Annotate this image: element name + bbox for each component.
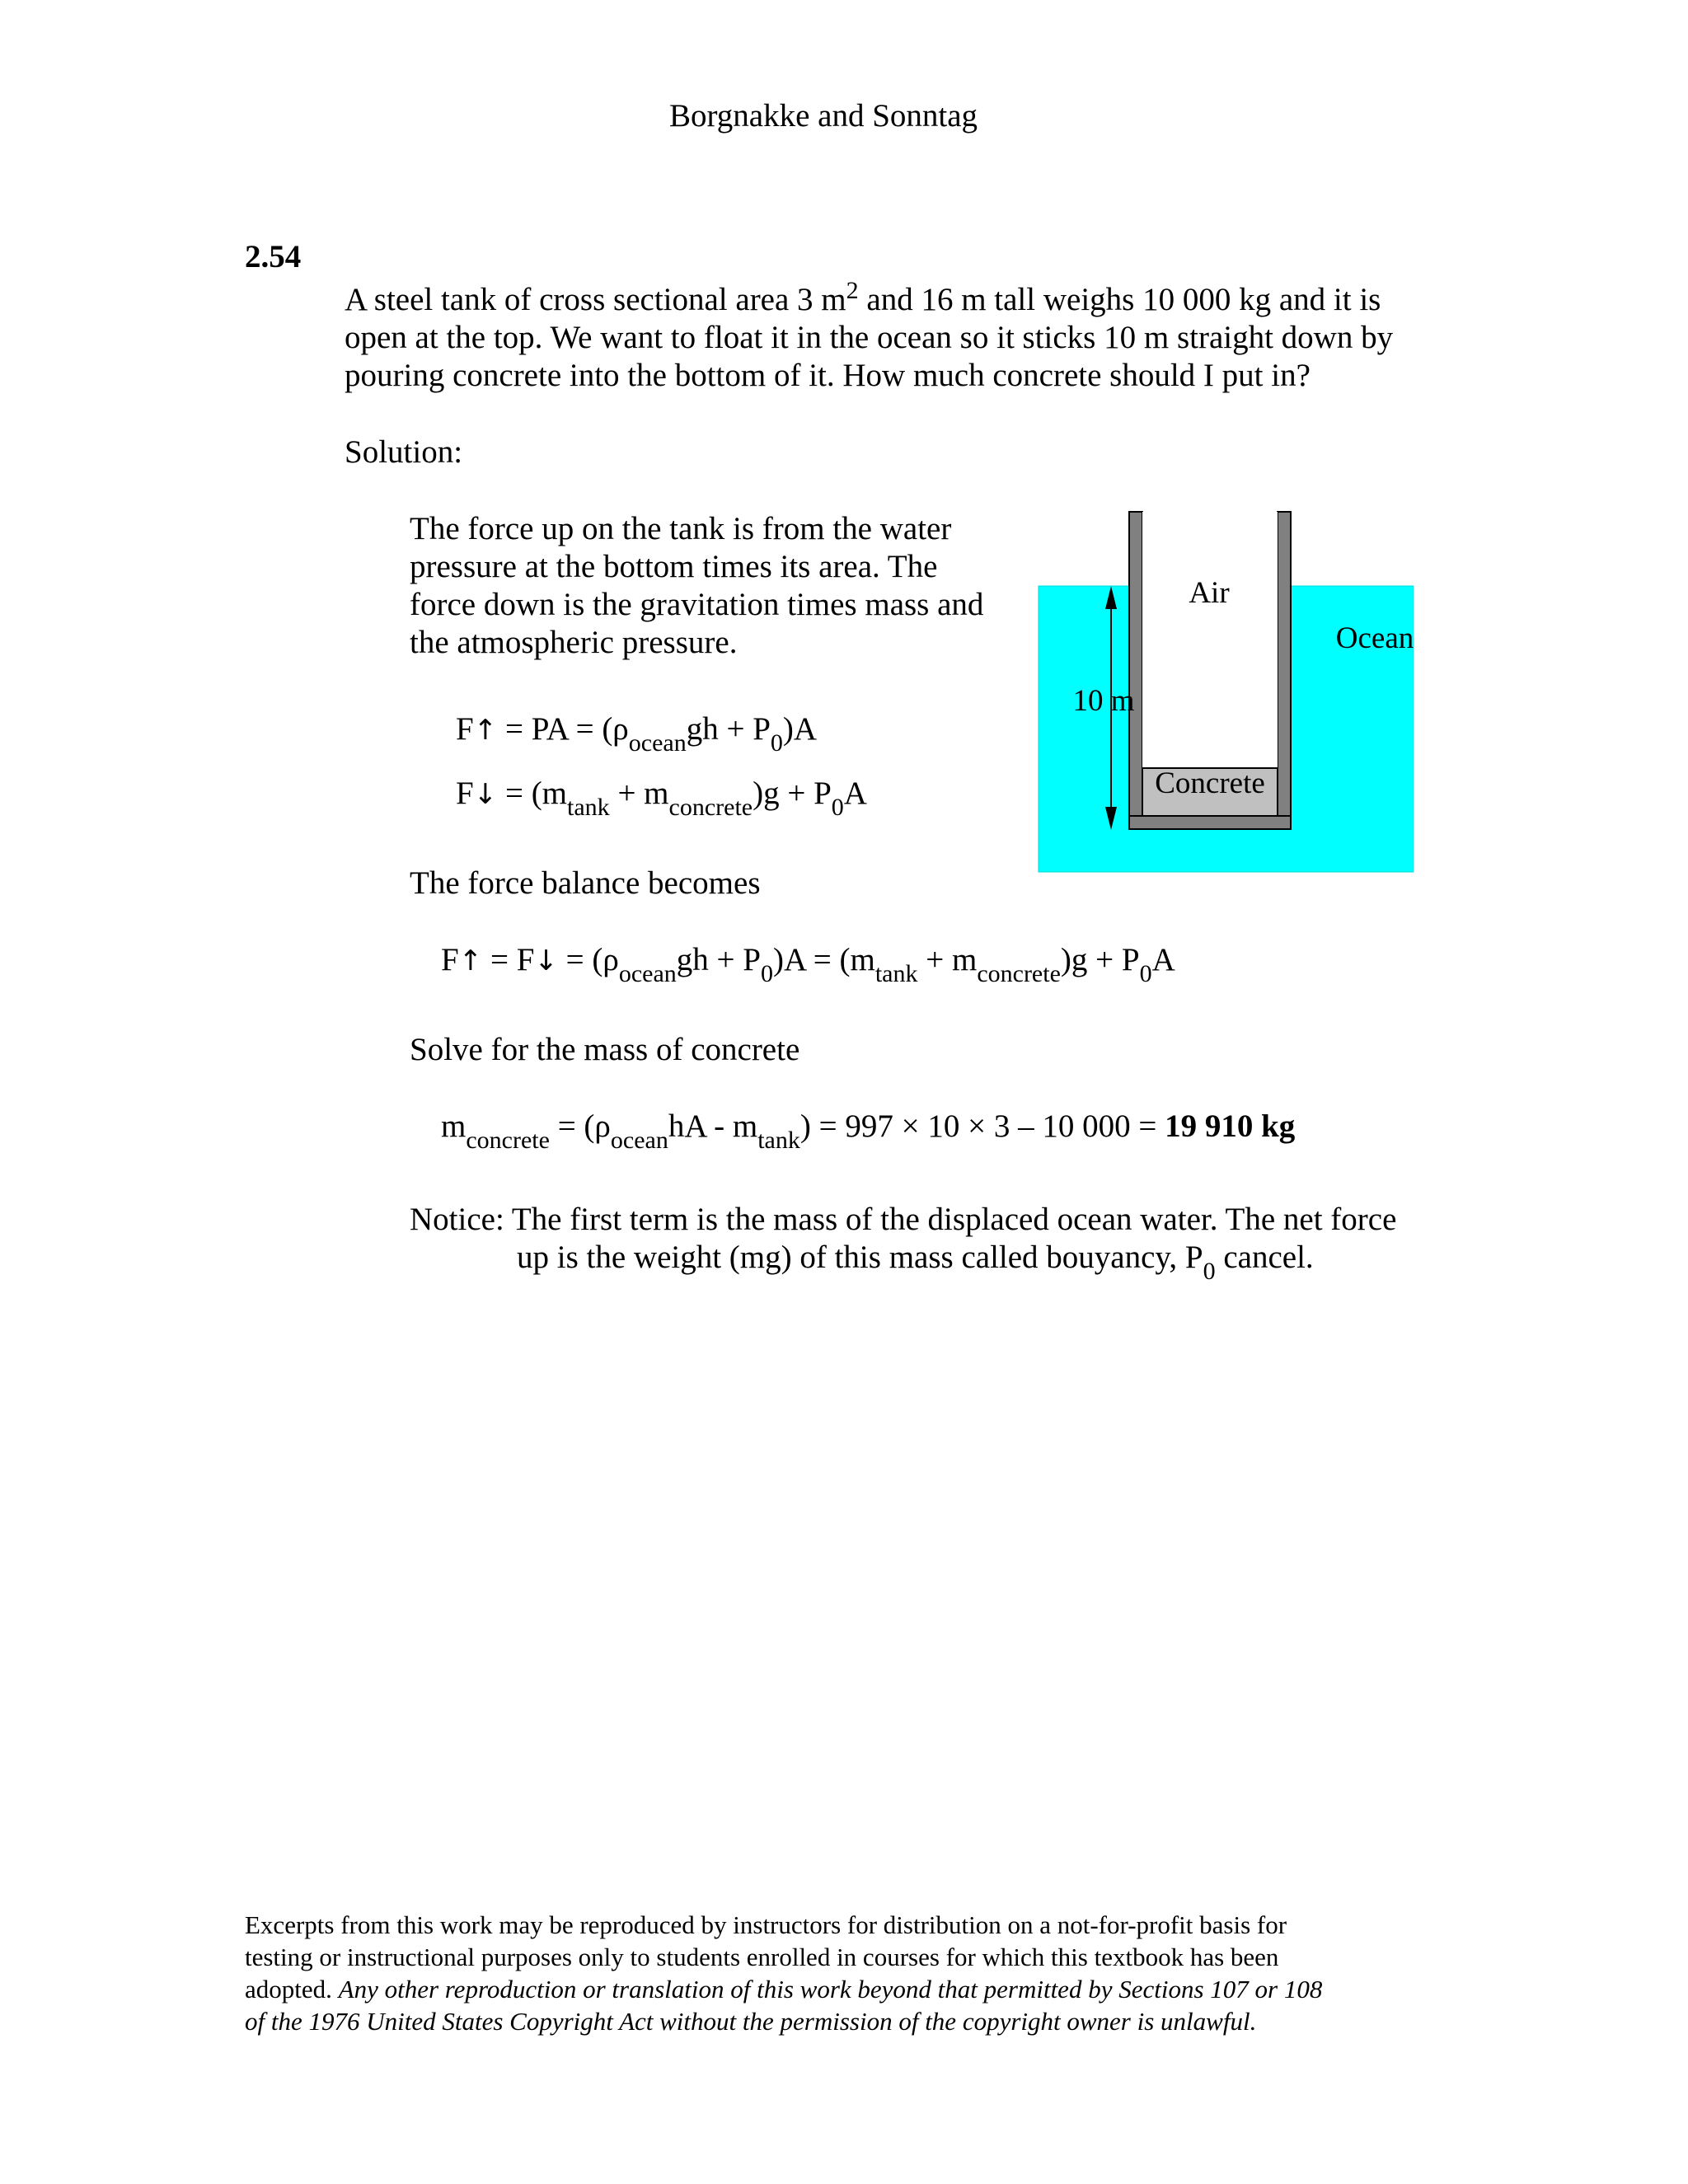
balance-label: The force balance becomes — [410, 865, 761, 901]
page-header: Borgnakke and Sonntag — [669, 98, 978, 134]
air-label: Air — [1189, 576, 1230, 610]
down-arrow-icon: ↓ — [534, 944, 558, 977]
solution-label: Solution: — [345, 434, 463, 470]
tank-left-wall — [1129, 512, 1142, 829]
problem-number: 2.54 — [245, 239, 302, 274]
footer-line-4: of the 1976 United States Copyright Act without the permission of the copyright owner is unlawful. — [245, 2007, 1257, 2036]
equation-force-up: F↑ = PA = $(\rho_{ocean}gh + P_0)A$ — [456, 711, 818, 757]
solve-label: Solve for the mass of concrete — [410, 1032, 800, 1067]
footer-line-3: adopted. Any other reproduction or translation of this work beyond that permitted by Sections 107 or 108 — [245, 1975, 1323, 2004]
intro-line-2: pressure at the bottom times its area. The — [410, 549, 938, 584]
depth-label: 10 m — [1072, 684, 1135, 718]
ocean-label: Ocean — [1335, 621, 1414, 655]
problem-statement-line-3: pouring concrete into the bottom of it. How much concrete should I put in? — [345, 358, 1311, 393]
problem-statement-line-2: open at the top. We want to float it in the ocean so it sticks 10 m straight down by — [345, 320, 1394, 355]
concrete-label: Concrete — [1155, 766, 1265, 800]
equation-mass-concrete: $m_{concrete} = (\rho_{ocean}hA - m_{tank}) = 997 \times 10 \times 3 - 10$ 000 = 19 910 kg — [441, 1108, 1296, 1154]
equation-force-down: F↓ = $(m_{tank} + m_{concrete})g + P_0A$ — [456, 776, 867, 821]
footer-line-1: Excerpts from this work may be reproduced by instructors for distribution on a not-for-profit basis for — [245, 1910, 1287, 1939]
intro-line-4: the atmospheric pressure. — [410, 625, 738, 660]
problem-statement-line-1: A steel tank of cross sectional area 3 $m^2$ and 16 m tall weighs 10 000 kg and it is — [345, 277, 1381, 317]
notice-line-1: Notice: The first term is the mass of the displaced ocean water. The net force — [410, 1202, 1397, 1237]
intro-line-1: The force up on the tank is from the water — [410, 511, 952, 546]
tank-bottom — [1129, 816, 1291, 829]
tank-right-wall — [1278, 512, 1291, 829]
up-arrow-icon: ↑ — [458, 944, 483, 977]
footer-line-2: testing or instructional purposes only to students enrolled in courses for which this textbook has been — [245, 1943, 1279, 1971]
notice-line-2: up is the weight (mg) of this mass called bouyancy, $P_0$ cancel. — [517, 1240, 1314, 1285]
down-arrow-icon: ↓ — [473, 778, 498, 811]
tank-diagram — [1034, 507, 1414, 878]
up-arrow-icon: ↑ — [473, 714, 498, 747]
intro-line-3: force down is the gravitation times mass and — [410, 587, 984, 622]
equation-force-balance: F↑ = F↓ = $(\rho_{ocean}gh + P_0)A = (m_{tank} + m_{concrete})g + P_0A$ — [441, 942, 1175, 987]
result-value: 19 910 kg — [1165, 1108, 1296, 1144]
